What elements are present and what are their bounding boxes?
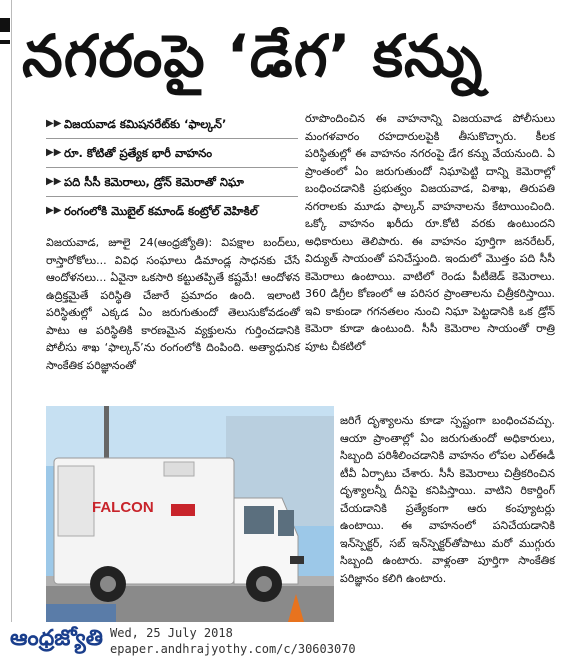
article-column-1 (46, 234, 300, 374)
vehicle-illustration (46, 406, 334, 622)
bullet-item (46, 197, 298, 225)
page-edge-strip (0, 0, 12, 661)
double-arrow-icon: ▶▶ (46, 118, 62, 129)
bullet-text: రూ. కోటితో ప్రత్యేక భారీ వాహనం (64, 146, 213, 160)
bullet-item (46, 168, 298, 197)
bullet-list (46, 110, 298, 225)
article-paragraph: జరిగే దృశ్యాలను కూడా స్పష్టంగా బంధించవచ్చు. ఆయా ప్రాంతాల్లో ఏం జరుగుతుందో అధికారులు, సిబ్బంది పరిశీలించడానికి వాహనం లోపల ఎల్‌ఈడీ టీవీ ఏర్పాటు చేశారు. సీసీ కెమెరాలు చిత్రీకరించిన దృశ్యాలన్నీ దీనిపై కనిపిస్తాయి. వాటిని రికార్డింగ్‌ చేయడానికి ప్రత్యేకంగా ఆరు కంప్యూటర్లు ఉంటాయి. ఈ వాహనంలో పనిచేయడానికి ఇన్‌స్పెక్టర్‌, సబ్‌ ఇన్‌స్పెక్టర్‌తోపాటు మరో ముగ్గురు సిబ్బంది ఉంటారు. వాళ్లంతా పూర్తిగా సాంకేతిక పరిజ్ఞానం కలిగి ఉంటారు. (340, 414, 555, 585)
bullet-item (46, 139, 298, 168)
double-arrow-icon: ▶▶ (46, 205, 62, 216)
headline: నగరంపై ‘డేగ’ కన్ను (22, 22, 484, 90)
publication-date: Wed, 25 July 2018 (110, 626, 233, 640)
article-paragraph: రూపొందించిన ఈ వాహనాన్ని విజయవాడ పోలీసులు మంగళవారం రహదారులపైకి తీసుకొచ్చారు. కీలక పరిస్థితుల్లో ఈ వాహనం నగరంపై డేగ కన్ను వేయనుంది. ఏ ప్రాంతంలో ఏం జరుగుతుందో నిఘాపెట్టి దాన్ని కెమెరాల్లో బంధించడానికి ప్రభుత్వం విజయవాడ, విశాఖ, తిరుపతి నగరాలకు మూడు ఫాల్కన్‌ వాహనాలను కేటాయించింది. ఒక్కో వాహనం ఖరీదు రూ.కోటి వరకు ఉంటుందని అధికారులు తెలిపారు. ఈ వాహనం పూర్తిగా జనరేటర్‌, విద్యుత్‌ సాయంతో పనిచేస్తుంది. ఇందులో మొత్తం పది సీసీ కెమెరాలు ఉంటాయి. వాటిలో రెండు పీటీజెడ్‌ కెమెరాలు. 360 డిగ్రీల కోణంలో ఆ పరిసర ప్రాంతాలను చిత్రీకరిస్తాయి. ఇవి కాకుండా గగనతలం నుంచి నిఘా పెట్టడానికి ఒక డ్రోన్‌ కెమెరా కూడా ఉంటుంది. సీసీ కెమెరాల సాయంతో రాత్రి పూట చీకటిలో (305, 112, 555, 353)
falcon-vehicle-photo (46, 406, 334, 622)
article-column-3 (340, 412, 555, 587)
edge-mark (0, 18, 10, 32)
bullet-text: రంగంలోకి మొబైల్‌ కమాండ్‌ కంట్రోల్‌ వెహికిల్‌ (64, 204, 258, 218)
epaper-footer (0, 622, 562, 661)
article-column-2 (305, 110, 555, 355)
bullet-text: విజయవాడ కమిషనరేట్‌కు ‘ఫాల్కన్‌’ (64, 117, 227, 131)
edge-mark (0, 40, 10, 44)
falcon-logo-text: FALCON (92, 499, 154, 516)
article-paragraph: విజయవాడ, జూలై 24(ఆంధ్రజ్యోతి): విపక్షాల బంద్‌లు, రాస్తారోకోలు... వివిధ సంఘాలు డిమాండ్ల సాధనకు చేసే ఆందోళనలు... ఏవైనా ఒకసారి కట్టుతప్పితే కష్టమే! ఆందోళన ఉద్రిక్తమైతే పరిస్థితి చేజారే ప్రమాదం ఉంది. ఇలాంటి పరిస్థితుల్లో ఎక్కడ ఏం జరుగుతుందో తెలుసుకోవడంతో పాటు ఆ పరిస్థితికి కారణమైన వ్యక్తులను గుర్తించడానికి పోలీసు శాఖ ‘ఫాల్కన్‌’ను రంగంలోకి దింపింది. అత్యాధునిక సాంకేతిక పరిజ్ఞానంతో (46, 236, 300, 372)
bullet-text: పది సీసీ కెమెరాలు, డ్రోన్‌ కెమెరాతో నిఘా (64, 175, 244, 189)
bullet-item (46, 110, 298, 139)
double-arrow-icon: ▶▶ (46, 176, 62, 187)
double-arrow-icon: ▶▶ (46, 147, 62, 158)
newspaper-logo: ఆంధ్రజ్యోతి (10, 626, 103, 651)
epaper-url[interactable]: epaper.andhrajyothy.com/c/30603070 (110, 642, 356, 656)
